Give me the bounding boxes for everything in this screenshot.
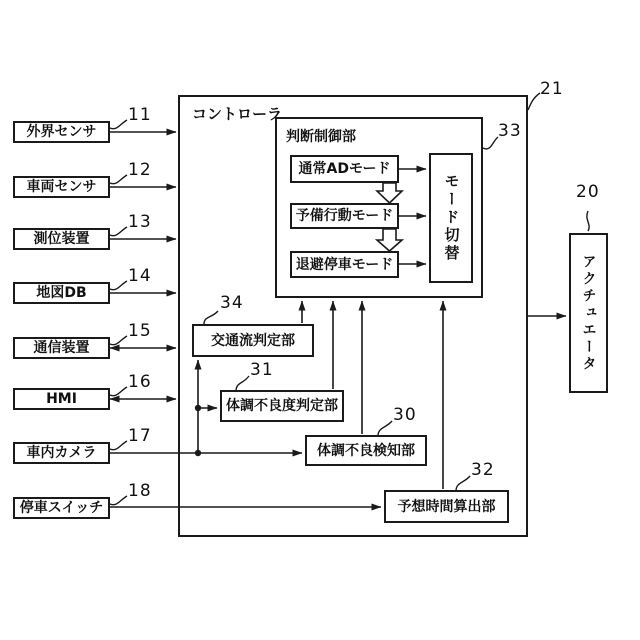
ref-18: 18 [128, 481, 152, 501]
comm-device-box: 通信装置 [13, 337, 110, 359]
ref-30: 30 [393, 405, 417, 425]
leader-14 [110, 281, 127, 290]
ref-13: 13 [128, 212, 152, 232]
judgment-control-title: 判断制御部 [286, 129, 356, 145]
positioning-device-box: 測位装置 [13, 228, 110, 250]
ref-33: 33 [498, 121, 522, 141]
controller-title: コントローラ [192, 105, 283, 123]
cabin-camera-box: 車内カメラ [13, 442, 110, 464]
illness-degree-unit-box: 体調不良度判定部 [220, 390, 344, 422]
leader-16 [110, 387, 127, 396]
traffic-flow-unit-box: 交通流判定部 [192, 324, 314, 357]
ref-14: 14 [128, 266, 152, 286]
time-estimate-unit-box: 予想時間算出部 [384, 490, 509, 523]
stop-switch-box: 停車スイッチ [13, 497, 110, 519]
hmi-box: HMI [13, 388, 110, 410]
leader-17 [110, 441, 127, 450]
preliminary-action-mode-box: 予備行動モード [290, 203, 399, 229]
ref-11: 11 [128, 105, 152, 125]
ref-12: 12 [128, 160, 152, 180]
ref-32: 32 [471, 460, 495, 480]
ref-17: 17 [128, 426, 152, 446]
leader-20 [587, 211, 589, 231]
ref-31: 31 [250, 360, 274, 380]
leader-21 [528, 93, 540, 110]
evacuation-stop-mode-box: 退避停車モード [290, 251, 399, 278]
leader-15 [110, 336, 127, 345]
illness-detect-unit-box: 体調不良検知部 [305, 435, 427, 466]
ref-34: 34 [220, 293, 244, 313]
actuator-box: アクチュエータ [569, 233, 608, 393]
leader-11 [110, 120, 127, 129]
leader-18 [110, 496, 127, 505]
ref-20: 20 [576, 182, 600, 202]
map-db-box: 地図DB [13, 282, 110, 304]
ref-16: 16 [128, 372, 152, 392]
external-sensor-box: 外界センサ [13, 121, 110, 143]
normal-ad-mode-box: 通常ADモード [290, 155, 399, 183]
leader-13 [110, 227, 127, 236]
vehicle-sensor-box: 車両センサ [13, 176, 110, 198]
mode-switch-box: モード切替 [429, 153, 473, 283]
ref-15: 15 [128, 321, 152, 341]
ref-21: 21 [540, 79, 564, 99]
leader-12 [110, 175, 127, 184]
